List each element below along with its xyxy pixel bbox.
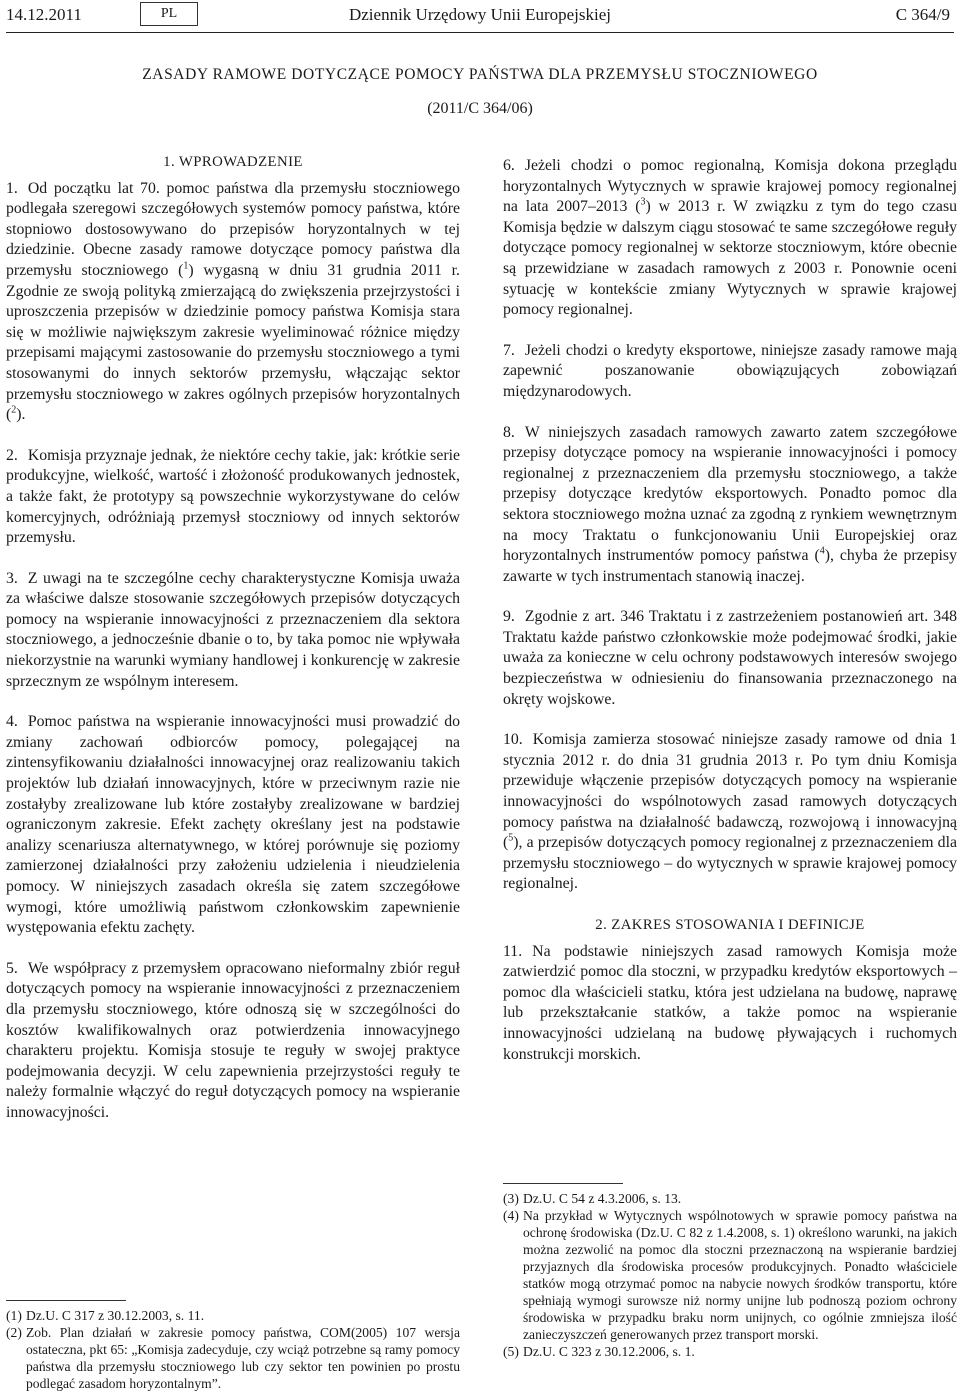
paragraph-text: Komisja zamierza stosować niniejsze zasady ramowe od dnia 1 stycznia 2012 r. do dnia 31 grudnia 2013 r. Po tym dniu Komisja przewiduje włączenie przepisów dotyczących pomocy na wspieranie innowacyjności do wspólnotowych zasad ramowych dotyczących pomocy państwa na działalność badawczą, rozwojową i innowacyjną ( bbox=[503, 731, 957, 852]
paragraph-text: ) w 2013 r. W związku z tym do tego czasu Komisja będzie w dalszym ciągu stosować te same szczegółowe reguły dotyczące pomocy regionalnej w sektorze stoczniowym, które obecnie są przewidziane w zasadach ramowych z 2003 r. Ponownie oceni sytuację w kontekście zmiany Wytycznych w sprawie krajowej pomocy regionalnej. bbox=[503, 198, 957, 319]
paragraph-text: W niniejszych zasadach ramowych zawarto zatem szczegółowe przepisy dotyczące pomocy na wspieranie innowacyjności i pomocy regionalnej z przeznaczeniem dla przemysłu stoczniowego, a także przepisy dotyczące kredytów eksportowych. Ponadto pomoc dla sektora stoczniowego można uznać za zgodną z rynkiem wewnętrznym na mocy Traktatu o funkcjonowaniu Unii Europejskiej oraz horyzontalnych instrumentów pomocy państwa ( bbox=[503, 423, 957, 565]
section-heading-introduction: 1. WPROWADZENIE bbox=[163, 154, 303, 170]
paragraph-number: 2. bbox=[6, 446, 18, 464]
footnote-4 bbox=[503, 1207, 957, 1343]
paragraph-number: 10. bbox=[503, 731, 523, 749]
paragraph-text: Na podstawie niniejszych zasad ramowych Komisja może zatwierdzić pomoc dla stoczni, w przypadku kredytów eksportowych – pomoc dla właścicieli statku, która jest udzielana na budowę, naprawę lub przekształcanie statków, a także pomoc na wspieranie innowacyjności udzielaną na budowę pływających i ruchomych konstrukcji morskich. bbox=[503, 942, 957, 1063]
paragraph-text: Komisja przyznaje jednak, że niektóre cechy takie, jak: krótkie serie produkcyjne, wielkość, wartość i złożoność produkowanych jednostek, a także fakt, że prototypy są powszechnie wykorzystywane do celów komercyjnych, odróżniają przemysł stoczniowy od innych sektorów przemysłu. bbox=[6, 446, 460, 547]
paragraph-5 bbox=[6, 959, 460, 1124]
paragraph-number: 7. bbox=[503, 341, 515, 359]
footnote-text: Zob. Plan działań w zakresie pomocy państwa, COM(2005) 107 wersja ostateczna, pkt 65: „Komisja zadecyduje, czy wciąż potrzebne są ramy pomocy państwa dla przemysłu stoczniowego lub czy sektor ten powinien po prostu podlegać zasadom horyzontalnym”. bbox=[26, 1325, 460, 1391]
paragraph-number: 1. bbox=[6, 179, 18, 197]
footnote-mark: (1) bbox=[6, 1308, 22, 1323]
paragraph-text: ). bbox=[16, 406, 26, 424]
footnote-ref[interactable]: 2 bbox=[11, 404, 17, 416]
footnote-1 bbox=[6, 1307, 460, 1324]
paragraph-number: 11. bbox=[503, 942, 523, 960]
paragraph-10 bbox=[503, 730, 957, 895]
paragraph-text: Pomoc państwa na wspieranie innowacyjności musi prowadzić do zmiany zachowań odbiorców pomocy, polegającej na zintensyfikowaniu działalności innowacyjnej oraz realizowaniu takich projektów lub działań innowacyjnych, które w przeciwnym razie nie zostałyby zrealizowane lub które zostałyby zrealizowane w bardziej ograniczonym zakresie. Efekt zachęty określany jest na podstawie analizy scenariusza alternatywnego, w której porównuje się poziomy zamierzonej działalności przy założeniu udzielenia i nieudzielenia pomocy. W niniejszych zasadach określa się zatem szczegółowe wymogi, które umożliwią państwom członkowskim zapewnienie występowania efektu zachęty. bbox=[6, 713, 460, 937]
footnote-ref[interactable]: 1 bbox=[183, 260, 189, 272]
paragraph-number: 8. bbox=[503, 423, 515, 441]
footnote-text: Dz.U. C 54 z 4.3.2006, s. 13. bbox=[523, 1191, 682, 1206]
paragraph-text: Jeżeli chodzi o pomoc regionalną, Komisja dokona przeglądu horyzontalnych Wytycznych w sprawie krajowej pomocy regionalnej na lata 2007–2013 ( bbox=[503, 157, 957, 216]
footnote-divider bbox=[6, 1300, 126, 1301]
page-number: C 364/9 bbox=[895, 5, 950, 24]
footnote-3 bbox=[503, 1190, 957, 1207]
footnote-mark: (5) bbox=[503, 1344, 519, 1359]
footnote-2 bbox=[6, 1324, 460, 1392]
footnote-text: Dz.U. C 317 z 30.12.2003, s. 11. bbox=[26, 1308, 205, 1323]
left-column bbox=[6, 152, 460, 1144]
footnote-text: Na przykład w Wytycznych wspólnotowych w sprawie pomocy państwa na ochronę środowiska (Dz.U. C 82 z 1.4.2008, s. 1) określono warunki, na jakich można zezwolić na pomoc dla stoczni przeznaczoną na wspieranie bardziej przyjaznych dla środowiska procesów produkcyjnych. Ponadto właściciele statków mogą otrzymać pomoc na nabycie nowych środków transportu, które spełniają wymogi surowsze niż normy unijne lub podnoszą poziom ochrony środowiska w przypadku braku norm unijnych, co ogólnie zmniejsza ilość zanieczyszczeń generowanych przez transport morski. bbox=[523, 1208, 957, 1342]
paragraph-number: 5. bbox=[6, 959, 18, 977]
section-heading-scope: 2. ZAKRES STOSOWANIA I DEFINICJE bbox=[595, 917, 865, 933]
publication-date: 14.12.2011 bbox=[6, 5, 82, 24]
paragraph-text: Jeżeli chodzi o kredyty eksportowe, niniejsze zasady ramowe mają zapewnić poszanowanie obowiązujących zobowiązań międzynarodowych. bbox=[503, 341, 957, 400]
document-reference: (2011/C 364/06) bbox=[427, 100, 533, 117]
paragraph-3 bbox=[6, 569, 460, 693]
paragraph-1 bbox=[6, 179, 460, 426]
page-header bbox=[6, 0, 954, 33]
paragraph-number: 9. bbox=[503, 608, 515, 626]
document-title: ZASADY RAMOWE DOTYCZĄCE POMOCY PAŃSTWA DLA PRZEMYSŁU STOCZNIOWEGO bbox=[142, 66, 818, 83]
paragraph-11 bbox=[503, 942, 957, 1066]
paragraph-number: 6. bbox=[503, 157, 515, 174]
footnote-divider bbox=[503, 1183, 623, 1184]
footnote-mark: (4) bbox=[503, 1208, 519, 1223]
footnote-ref[interactable]: 3 bbox=[640, 196, 646, 208]
paragraph-7 bbox=[503, 341, 957, 403]
paragraph-8 bbox=[503, 423, 957, 588]
paragraph-text: Z uwagi na te szczególne cechy charakterystyczne Komisja uważa za właściwe dalsze stosowanie szczegółowych przepisów dotyczących pomocy na wspieranie innowacyjności z przeznaczeniem dla sektora stoczniowego, a jednocześnie dbanie o to, by taka pomoc nie wpływała niekorzystnie na warunki wymiany handlowej i konkurencję w zakresie sprzecznym ze wspólnym interesem. bbox=[6, 569, 460, 690]
paragraph-text: ), chyba że przepisy zawarte w tych instrumentach stanowią inaczej. bbox=[503, 547, 957, 585]
paragraph-text: Od początku lat 70. pomoc państwa dla przemysłu stoczniowego podlegała szeregowi szczegółowych systemów pomocy państwa, które stopniowo dostosowywano do przepisów horyzontalnych w tej dziedzinie. Obecne zasady ramowe dotyczące pomocy państwa dla przemysłu stoczniowego ( bbox=[6, 179, 460, 279]
left-footnotes bbox=[6, 1300, 460, 1392]
footnote-5 bbox=[503, 1343, 957, 1360]
paragraph-text: Zgodnie z art. 346 Traktatu i z zastrzeżeniem postanowień art. 348 Traktatu każde państwo członkowskie może podejmować środki, jakie uważa za konieczne w celu ochrony podstawowych interesów swojego bezpieczeństwa w odniesieniu do finansowania przeznaczonego na okręty wojskowe. bbox=[503, 608, 957, 708]
journal-name: Dziennik Urzędowy Unii Europejskiej bbox=[348, 5, 611, 24]
paragraph-number: 3. bbox=[6, 569, 18, 587]
paragraph-4 bbox=[6, 712, 460, 939]
footnote-mark: (2) bbox=[6, 1325, 22, 1340]
footnote-text: Dz.U. C 323 z 30.12.2006, s. 1. bbox=[523, 1344, 695, 1359]
footnote-ref[interactable]: 5 bbox=[508, 832, 514, 844]
language-badge: PL bbox=[140, 2, 198, 26]
right-column bbox=[503, 156, 957, 1085]
right-footnotes bbox=[503, 1183, 957, 1360]
paragraph-number: 4. bbox=[6, 713, 18, 731]
footnote-ref[interactable]: 4 bbox=[819, 545, 825, 557]
paragraph-6 bbox=[503, 156, 957, 321]
paragraph-text: We współpracy z przemysłem opracowano nieformalny zbiór reguł dotyczących pomocy na wspieranie innowacyjności z przeznaczeniem dla przemysłu stoczniowego, które odnoszą się w szczególności do kosztów kwalifikowalnych oraz potwierdzenia innowacyjnego charakteru projektu. Komisja stosuje te reguły w swojej praktyce podejmowania decyzji. W celu zapewnienia przejrzystości reguły te należy formalnie włączyć do reguł dotyczących pomocy na wspieranie innowacyjności. bbox=[6, 959, 460, 1121]
paragraph-text: ), a przepisów dotyczących pomocy regionalnej z przeznaczeniem dla przemysłu stoczniowego – do wytycznych w sprawie krajowej pomocy regionalnej. bbox=[503, 834, 957, 893]
paragraph-9 bbox=[503, 607, 957, 710]
footnote-mark: (3) bbox=[503, 1191, 519, 1206]
paragraph-2 bbox=[6, 446, 460, 549]
paragraph-text: ) wygasną w dniu 31 grudnia 2011 r. Zgodnie ze swoją polityką zmierzającą do zwiększenia przejrzystości i uproszczenia przepisów w dziedzinie pomocy państwa Komisja stara się w możliwie największym zakresie wyeliminować różnice między przepisami mającymi zastosowanie do przemysłu stoczniowego a tymi stosowanymi do innych sektorów przemysłu, włączając sektor przemysłu stoczniowego w zakres ogólnych przepisów horyzontalnych ( bbox=[6, 261, 460, 424]
